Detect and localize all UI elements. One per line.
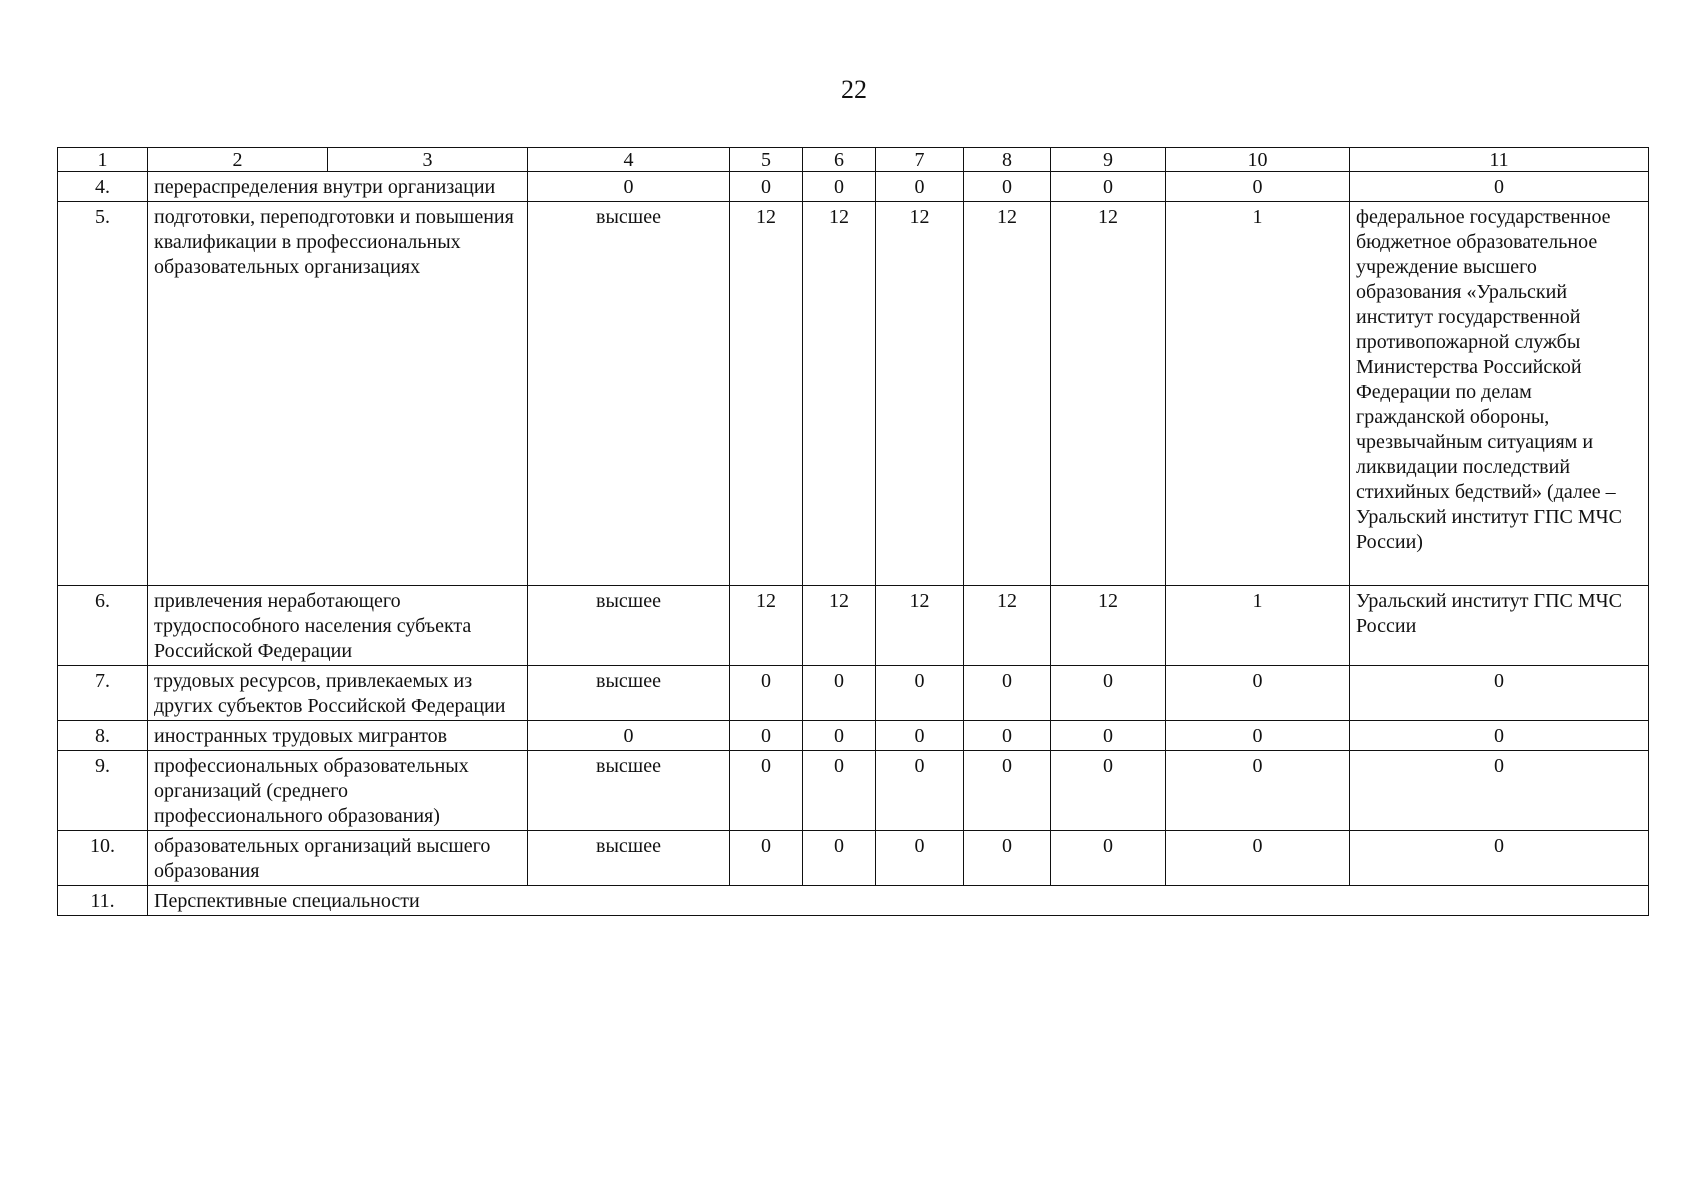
row-name: трудовых ресурсов, привлекаемых из других субъектов Российской Федерации [148,666,528,721]
row-name: иностранных трудовых мигрантов [148,721,528,751]
row-name: привлечения неработающего трудоспособного населения субъекта Российской Федерации [148,586,528,666]
cell-organization: Уральский институт ГПС МЧС России [1350,586,1649,666]
cell-value: 12 [1051,202,1166,586]
header-cell-10: 10 [1166,148,1350,172]
cell-education: высшее [528,586,730,666]
header-row [58,148,1649,172]
cell-value: 0 [803,172,876,202]
table-row [58,666,1649,721]
cell-value: 0 [964,751,1051,831]
data-table [57,147,1649,916]
cell-organization: 0 [1350,172,1649,202]
row-number: 5. [58,202,148,586]
cell-organization: 0 [1350,666,1649,721]
header-cell-9: 9 [1051,148,1166,172]
header-cell-5: 5 [730,148,803,172]
header-cell-4: 4 [528,148,730,172]
cell-value: 0 [1051,751,1166,831]
cell-value: 12 [964,202,1051,586]
table-row [58,202,1649,586]
table-row [58,831,1649,886]
row-name: подготовки, переподготовки и повышения квалификации в профессиональных образовательных организациях [148,202,528,586]
header-cell-8: 8 [964,148,1051,172]
cell-value: 0 [1051,721,1166,751]
cell-value: 12 [730,586,803,666]
header-cell-6: 6 [803,148,876,172]
cell-value: 0 [964,666,1051,721]
cell-value: 0 [876,721,964,751]
cell-value: 12 [803,586,876,666]
header-cell-3: 3 [328,148,528,172]
header-cell-7: 7 [876,148,964,172]
cell-value: 0 [803,721,876,751]
cell-education: высшее [528,666,730,721]
row-number: 4. [58,172,148,202]
row-number: 6. [58,586,148,666]
row-number: 7. [58,666,148,721]
cell-value: 0 [1051,831,1166,886]
table-row-section [58,886,1649,916]
table-row [58,751,1649,831]
cell-value: 0 [803,666,876,721]
cell-value: 0 [876,172,964,202]
header-cell-1: 1 [58,148,148,172]
cell-value: 1 [1166,202,1350,586]
cell-value: 12 [876,586,964,666]
cell-organization: 0 [1350,831,1649,886]
table-row [58,172,1649,202]
cell-value: 0 [1166,721,1350,751]
row-number: 8. [58,721,148,751]
cell-value: 0 [1051,172,1166,202]
cell-value: 12 [1051,586,1166,666]
cell-value: 0 [876,666,964,721]
cell-education: 0 [528,172,730,202]
cell-value: 0 [730,172,803,202]
section-title: Перспективные специальности [148,886,1649,916]
cell-value: 0 [1051,666,1166,721]
cell-value: 12 [803,202,876,586]
cell-value: 12 [964,586,1051,666]
cell-value: 0 [964,172,1051,202]
cell-value: 0 [730,666,803,721]
cell-organization: 0 [1350,721,1649,751]
cell-organization: 0 [1350,751,1649,831]
cell-value: 0 [1166,666,1350,721]
cell-value: 0 [730,751,803,831]
cell-education: 0 [528,721,730,751]
cell-organization: федеральное государственное бюджетное образовательное учреждение высшего образования «Уральский институт государственной противопожарной службы Министерства Российской Федерации по делам гражданской обороны, чрезвычайным ситуациям и ликвидации последствий стихийных бедствий» (далее – Уральский институт ГПС МЧС России) [1350,202,1649,586]
cell-value: 0 [1166,831,1350,886]
cell-value: 12 [876,202,964,586]
cell-value: 0 [964,721,1051,751]
cell-value: 0 [1166,751,1350,831]
table-row [58,721,1649,751]
cell-value: 0 [964,831,1051,886]
row-number: 11. [58,886,148,916]
cell-value: 0 [1166,172,1350,202]
table-row [58,586,1649,666]
header-cell-11: 11 [1350,148,1649,172]
cell-value: 0 [876,751,964,831]
header-cell-2: 2 [148,148,328,172]
cell-value: 0 [730,831,803,886]
row-name: профессиональных образовательных организаций (среднего профессионального образования) [148,751,528,831]
cell-value: 0 [803,751,876,831]
cell-education: высшее [528,831,730,886]
cell-value: 1 [1166,586,1350,666]
row-number: 10. [58,831,148,886]
cell-education: высшее [528,751,730,831]
cell-value: 12 [730,202,803,586]
cell-education: высшее [528,202,730,586]
cell-value: 0 [730,721,803,751]
cell-value: 0 [876,831,964,886]
row-name: образовательных организаций высшего образования [148,831,528,886]
cell-value: 0 [803,831,876,886]
row-name: перераспределения внутри организации [148,172,528,202]
page-number: 22 [841,75,867,104]
row-number: 9. [58,751,148,831]
